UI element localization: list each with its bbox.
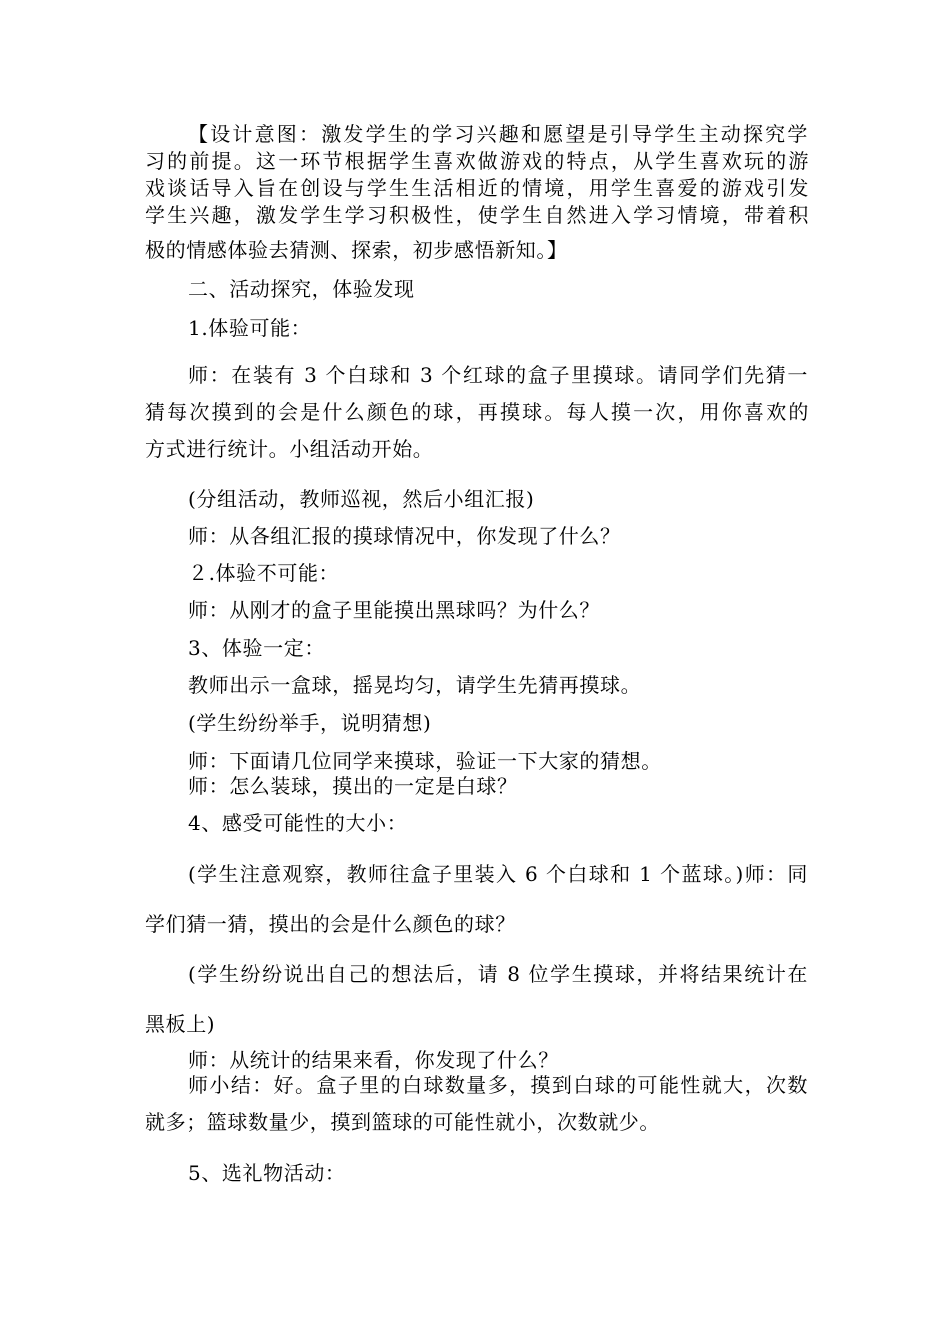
paragraph-line: (学生纷纷举手，说明猜想) (188, 711, 432, 735)
design-intent-line-1: 【设计意图：激发学生的学习兴趣和愿望是引导学生主动探究学 (188, 122, 808, 146)
subheading-4: 4、感受可能性的大小： (188, 811, 408, 835)
subheading-2: ２.体验不可能： (188, 561, 340, 585)
paragraph-line: 师：在装有 3 个白球和 3 个红球的盒子里摸球。请同学们先猜一 (188, 363, 808, 387)
design-intent-line-3: 戏谈话导入旨在创设与学生生活相近的情境，用学生喜爱的游戏引发 (145, 176, 809, 200)
paragraph-line: 教师出示一盒球，摇晃均匀，请学生先猜再摸球。 (188, 673, 642, 697)
paragraph-line: (分组活动，教师巡视，然后小组汇报) (188, 487, 535, 511)
paragraph-line: (学生纷纷说出自己的想法后，请 8 位学生摸球，并将结果统计在 (188, 962, 808, 986)
paragraph-line: 猜每次摸到的会是什么颜色的球，再摸球。每人摸一次，用你喜欢的 (145, 400, 809, 424)
paragraph-line: 师：下面请几位同学来摸球，验证一下大家的猜想。 (188, 749, 662, 773)
subheading-5: 5、选礼物活动： (188, 1161, 346, 1185)
paragraph-line: 黑板上) (145, 1012, 216, 1036)
design-intent-line-4: 学生兴趣，激发学生学习积极性，使学生自然进入学习情境，带着积 (145, 203, 809, 227)
paragraph-line: (学生注意观察，教师往盒子里装入 6 个白球和 1 个蓝球。)师：同 (188, 862, 808, 886)
paragraph-line: 师：从刚才的盒子里能摸出黑球吗？为什么？ (188, 598, 600, 622)
paragraph-line: 师：怎么装球，摸出的一定是白球？ (188, 774, 518, 798)
paragraph-line: 师：从统计的结果来看，你发现了什么？ (188, 1048, 559, 1072)
subheading-1: 1.体验可能： (188, 316, 312, 340)
paragraph-line: 师：从各组汇报的摸球情况中，你发现了什么？ (188, 524, 621, 548)
paragraph-line: 学们猜一猜，摸出的会是什么颜色的球？ (145, 912, 516, 936)
paragraph-line: 方式进行统计。小组活动开始。 (145, 437, 434, 461)
paragraph-line: 师小结：好。盒子里的白球数量多，摸到白球的可能性就大，次数 (188, 1073, 808, 1097)
paragraph-line: 就多；篮球数量少，摸到篮球的可能性就小，次数就少。 (145, 1110, 660, 1134)
section-heading: 二、活动探究，体验发现 (188, 277, 415, 301)
subheading-3: 3、体验一定： (188, 636, 325, 660)
design-intent-line-5: 极的情感体验去猜测、探索，初步感悟新知。】 (145, 238, 568, 262)
design-intent-line-2: 习的前提。这一环节根据学生喜欢做游戏的特点，从学生喜欢玩的游 (145, 149, 809, 173)
